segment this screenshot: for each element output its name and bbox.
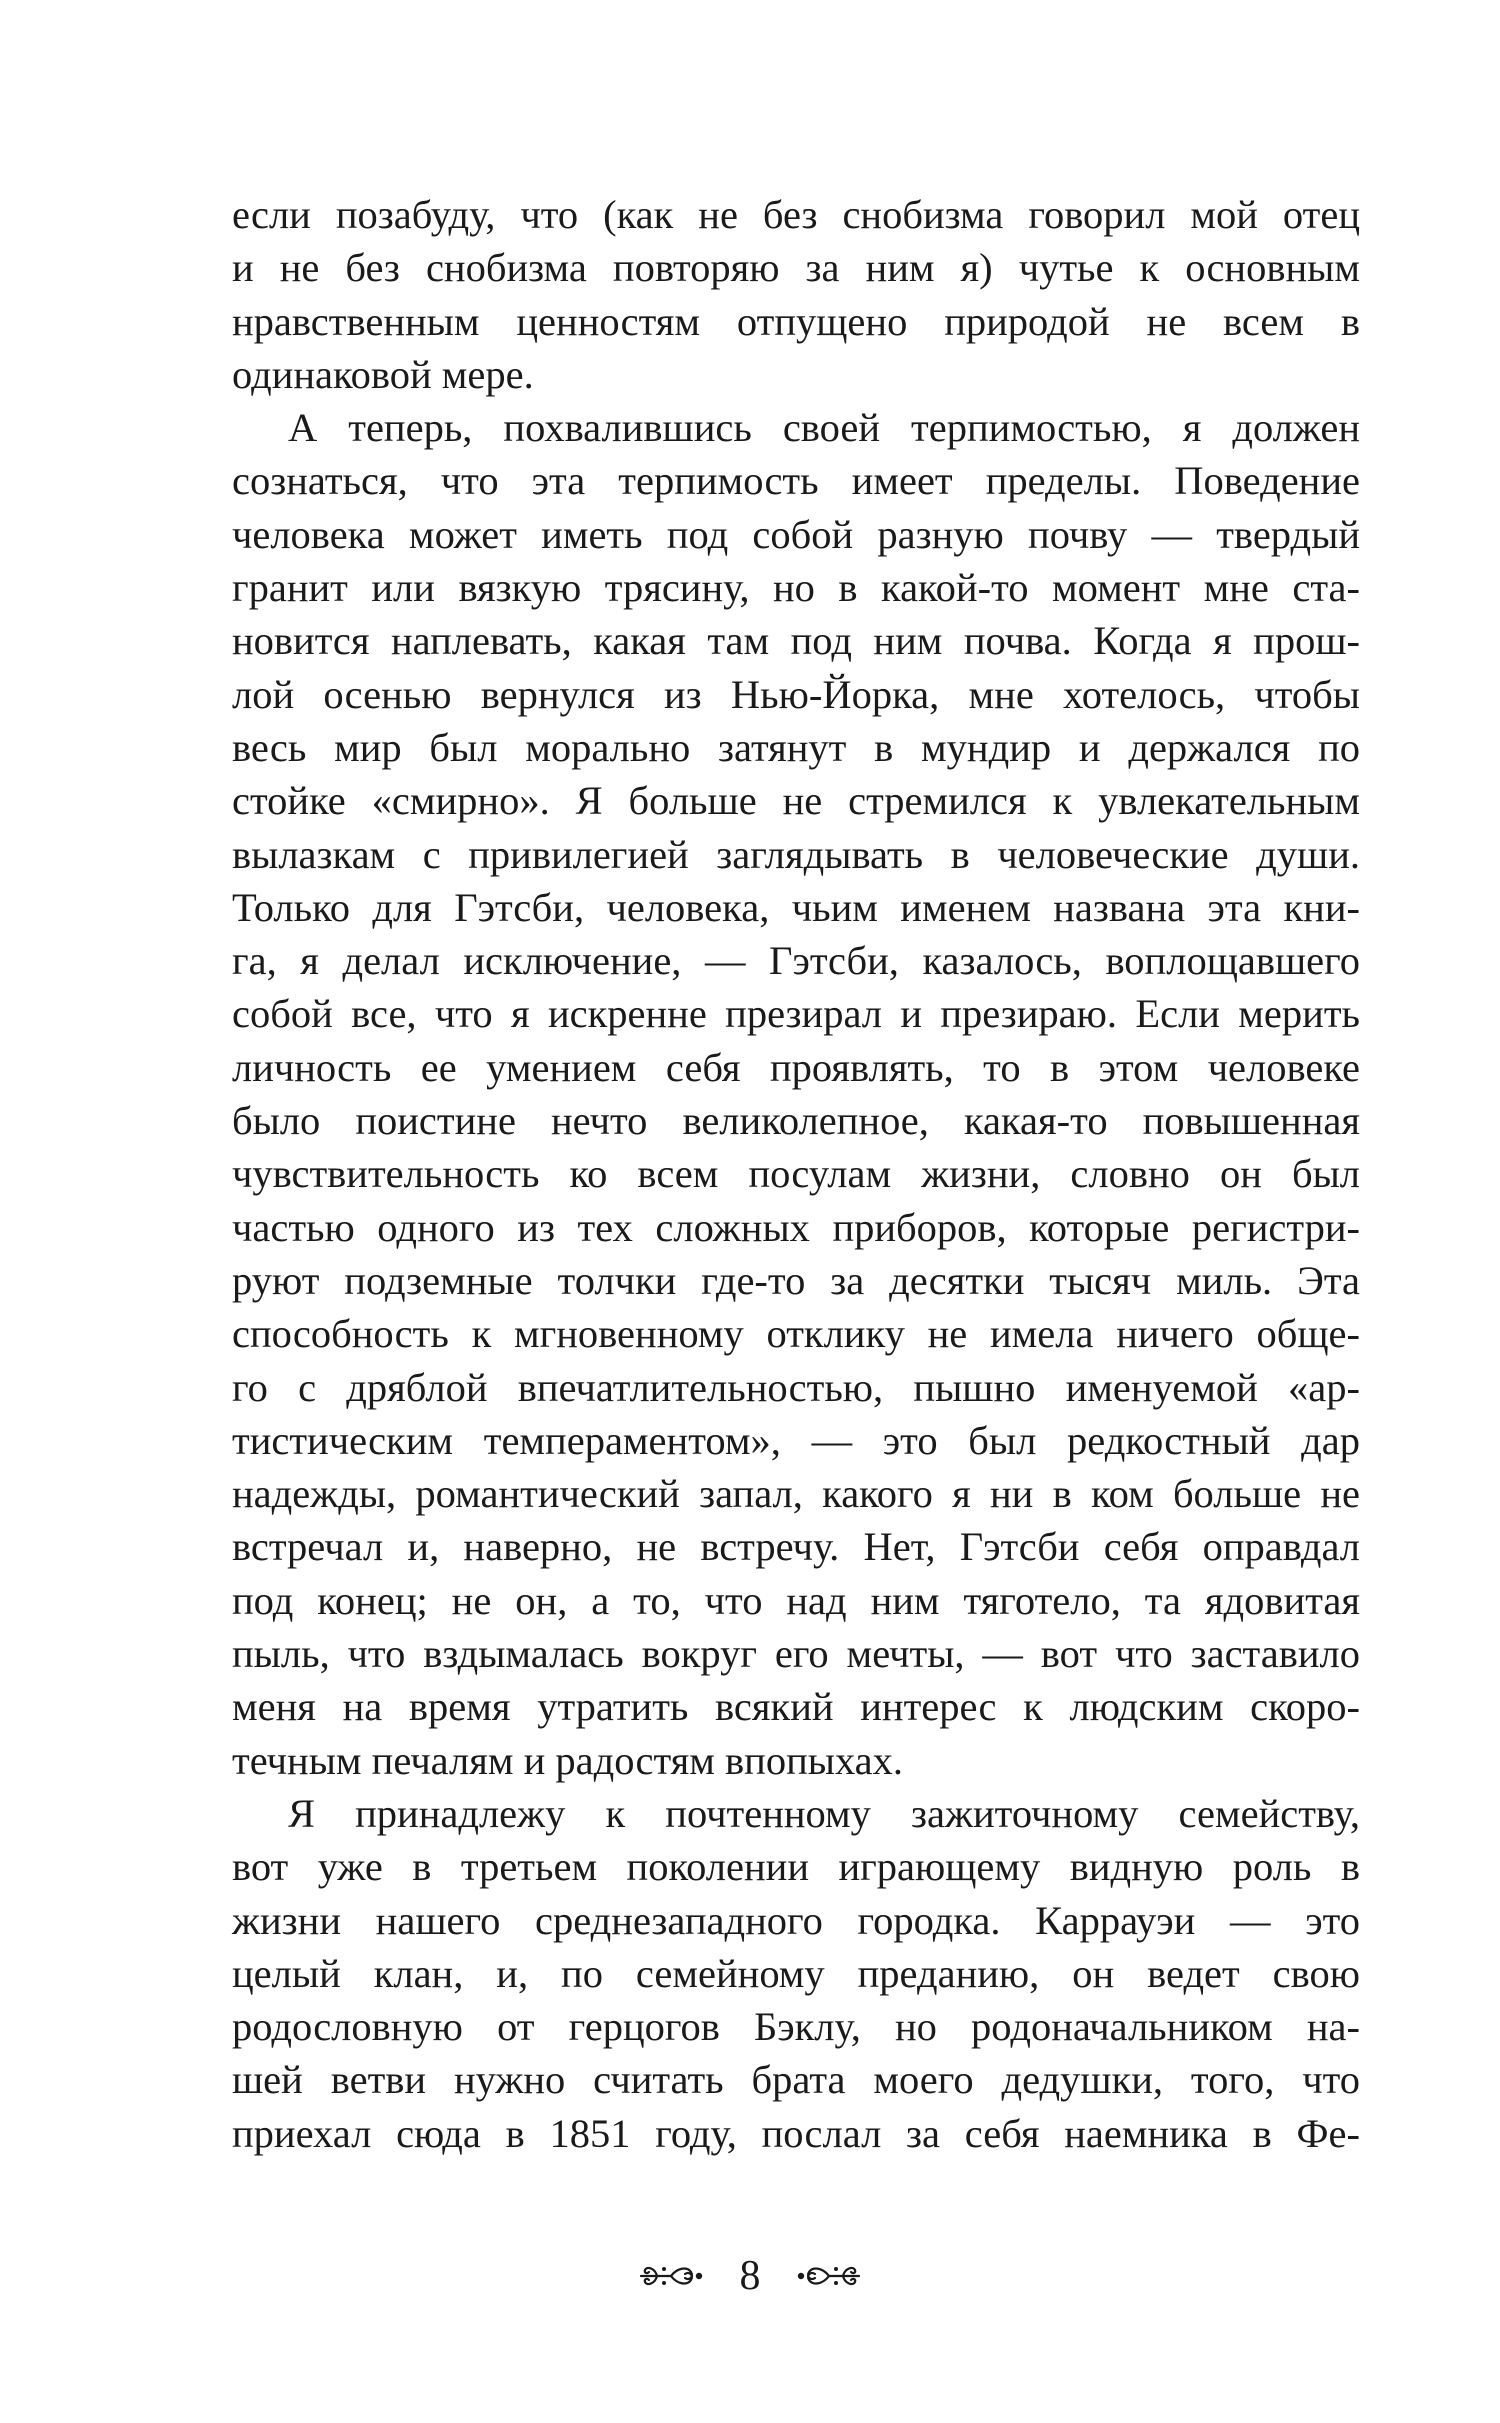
text-line: если позабуду, что (как не без снобизма говорил мой отец — [232, 192, 1360, 237]
text-line: течным печалям и радостям впопыхах. — [232, 1737, 904, 1783]
paragraph — [232, 188, 1360, 401]
text-line: вот уже в третьем поколении играющему видную роль в — [232, 1844, 1360, 1890]
text-line: пыль, что вздымалась вокруг его мечты, — вот что заставило — [232, 1631, 1360, 1677]
text-line: человека может иметь под собой разную почву — твердый — [232, 511, 1360, 557]
text-line: было поистине нечто великолепное, какая-то повышенная — [232, 1098, 1360, 1144]
text-line: нравственным ценностям отпущено природой не всем в — [232, 298, 1360, 344]
text-line: и не без снобизма повторяю за ним я) чутье к основным — [232, 245, 1360, 291]
text-line: жизни нашего среднезападного городка. Каррауэи — это — [232, 1897, 1360, 1943]
text-line: личность ее умением себя проявлять, то в этом человеке — [232, 1044, 1360, 1090]
text-line: частью одного из тех сложных приборов, которые регистри- — [232, 1204, 1360, 1250]
text-line: меня на время утратить всякий интерес к людским скоро- — [232, 1684, 1360, 1730]
paragraph — [232, 1787, 1360, 2160]
text-line: родословную от герцогов Бэклу, но родоначальником на- — [232, 2004, 1360, 2050]
body-text — [232, 188, 1360, 2160]
text-line: гранит или вязкую трясину, но в какой-то момент мне ста- — [232, 565, 1360, 611]
text-line: стойке «смирно». Я больше не стремился к увлекательным — [232, 778, 1360, 824]
text-line: собой все, что я искренне презирал и презираю. Если мерить — [232, 991, 1360, 1037]
text-line: А теперь, похвалившись своей терпимостью, я должен — [288, 405, 1360, 451]
text-line: лой осенью вернулся из Нью-Йорка, мне хотелось, чтобы — [232, 671, 1360, 717]
text-line: весь мир был морально затянут в мундир и держался по — [232, 724, 1360, 770]
fleuron-right-icon — [793, 2256, 863, 2296]
text-line: надежды, романтический запал, какого я ни в ком больше не — [232, 1471, 1360, 1517]
text-line: шей ветви нужно считать брата моего дедушки, того, что — [232, 2057, 1360, 2103]
text-line: одинаковой мере. — [232, 351, 534, 397]
text-line: под конец; не он, а то, что над ним тяготело, та ядовитая — [232, 1577, 1360, 1623]
text-line: новится наплевать, какая там под ним почва. Когда я прош- — [232, 618, 1360, 664]
text-line: тистическим темпераментом», — это был редкостный дар — [232, 1417, 1360, 1463]
text-line: встречал и, наверно, не встречу. Нет, Гэтсби себя оправдал — [232, 1524, 1360, 1570]
paragraph — [232, 401, 1360, 1787]
text-line: Я принадлежу к почтенному зажиточному семейству, — [288, 1790, 1360, 1836]
text-line: руют подземные толчки где-то за десятки тысяч миль. Эта — [232, 1257, 1360, 1303]
text-line: приехал сюда в 1851 году, послал за себя наемника в Фе- — [232, 2110, 1360, 2156]
page-number: 8 — [739, 2253, 761, 2300]
text-line: сознаться, что эта терпимость имеет пределы. Поведение — [232, 458, 1360, 504]
fleuron-left-icon — [637, 2256, 707, 2296]
text-line: го с дряблой впечатлительностью, пышно именуемой «ар- — [232, 1364, 1360, 1410]
page-folio — [0, 2248, 1500, 2301]
text-line: целый клан, и, по семейному преданию, он ведет свою — [232, 1950, 1360, 1996]
text-line: вылазкам с привилегией заглядывать в человеческие души. — [232, 831, 1360, 877]
text-line: Только для Гэтсби, человека, чьим именем названа эта кни- — [232, 884, 1360, 930]
text-line: га, я делал исключение, — Гэтсби, казалось, воплощавшего — [232, 938, 1360, 984]
text-line: способность к мгновенному отклику не имела ничего обще- — [232, 1311, 1360, 1357]
text-line: чувствительность ко всем посулам жизни, словно он был — [232, 1151, 1360, 1197]
